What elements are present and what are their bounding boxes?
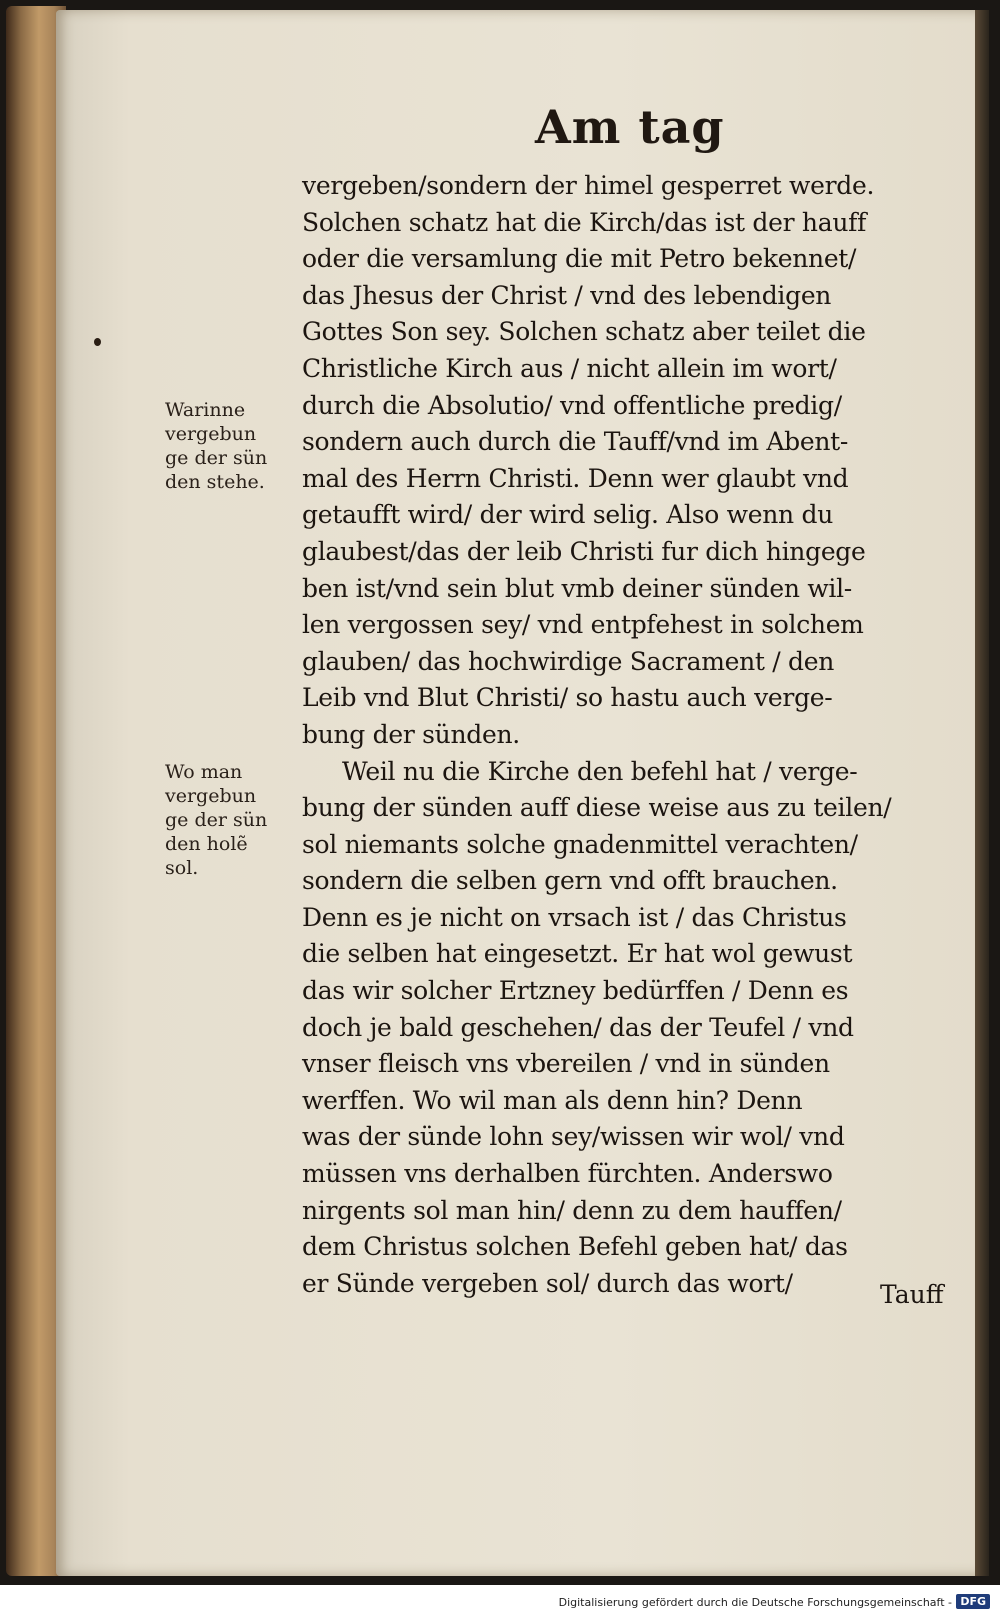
margin-note-line: vergebun: [165, 785, 257, 807]
body-line: glaubest/das der leib Christi fur dich hingege: [302, 536, 866, 566]
body-line: Gottes Son sey. Solchen schatz aber teilet die: [302, 317, 866, 347]
body-line: Solchen schatz hat die Kirch/das ist der hauff: [302, 207, 867, 237]
margin-note-line: Wo man: [165, 761, 243, 783]
body-line: mal des Herrn Christi. Denn wer glaubt vnd: [302, 463, 849, 493]
body-line: nirgents sol man hin/ denn zu dem hauffen/: [302, 1195, 842, 1225]
body-line: glauben/ das hochwirdige Sacrament / den: [302, 646, 835, 676]
margin-note-line: sol.: [165, 857, 199, 879]
body-line: getaufft wird/ der wird selig. Also wenn du: [302, 500, 833, 530]
margin-note-line: den holẽ: [165, 833, 248, 855]
body-line: sol niemants solche gnadenmittel verachten/: [302, 829, 858, 859]
body-line: er Sünde vergeben sol/ durch das wort/: [302, 1268, 793, 1298]
body-line: bung der sünden auff diese weise aus zu teilen/: [302, 793, 892, 823]
margin-note-1: [165, 398, 295, 494]
body-line: Denn es je nicht on vrsach ist / das Christus: [302, 902, 847, 932]
body-line: werffen. Wo wil man als denn hin? Denn: [302, 1085, 803, 1115]
body-line: was der sünde lohn sey/wissen wir wol/ vnd: [302, 1122, 845, 1152]
body-line: sondern die selben gern vnd offt brauchen.: [302, 866, 838, 896]
body-line: ben ist/vnd sein blut vmb deiner sünden wil-: [302, 573, 852, 603]
margin-note-line: vergebun: [165, 423, 257, 445]
body-line: oder die versamlung die mit Petro bekennet/: [302, 244, 857, 274]
body-line: die selben hat eingesetzt. Er hat wol gewust: [302, 939, 853, 969]
margin-note-line: ge der sün: [165, 809, 268, 831]
body-line: doch je bald geschehen/ das der Teufel / vnd: [302, 1012, 854, 1042]
running-header: Am tag: [535, 100, 725, 154]
body-line: sondern auch durch die Tauff/vnd im Abent-: [302, 427, 849, 457]
body-line: len vergossen sey/ vnd entpfehest in solchem: [302, 610, 864, 640]
body-line: Weil nu die Kirche den befehl hat / verge-: [342, 756, 858, 786]
body-line: durch die Absolutio/ vnd offentliche predig/: [302, 390, 842, 420]
body-text-block: [302, 168, 967, 1302]
book-gutter-shadow: [975, 10, 989, 1576]
body-line: vnser fleisch vns vbereilen / vnd in sünden: [302, 1049, 830, 1079]
body-line: müssen vns derhalben fürchten. Anderswo: [302, 1159, 833, 1189]
body-line: das wir solcher Ertzney bedürffen / Denn es: [302, 976, 849, 1006]
margin-note-2: [165, 760, 295, 880]
margin-note-line: den stehe.: [165, 471, 265, 493]
body-line: vergeben/sondern der himel gesperret werde.: [302, 171, 875, 200]
funding-credit: Digitalisierung gefördert durch die Deutsche Forschungsgemeinschaft -: [558, 1596, 952, 1609]
body-line: bung der sünden.: [302, 719, 520, 749]
dfg-logo: DFG: [956, 1594, 990, 1609]
catchword: Tauff: [880, 1280, 944, 1309]
margin-note-line: Warinne: [165, 399, 246, 421]
ink-spot: [94, 338, 101, 346]
margin-note-line: ge der sün: [165, 447, 268, 469]
body-line: dem Christus solchen Befehl geben hat/ das: [302, 1232, 848, 1262]
body-line: Leib vnd Blut Christi/ so hastu auch verge-: [302, 683, 833, 713]
body-line: Christliche Kirch aus / nicht allein im wort/: [302, 353, 837, 383]
body-line: das Jhesus der Christ / vnd des lebendigen: [302, 280, 832, 310]
